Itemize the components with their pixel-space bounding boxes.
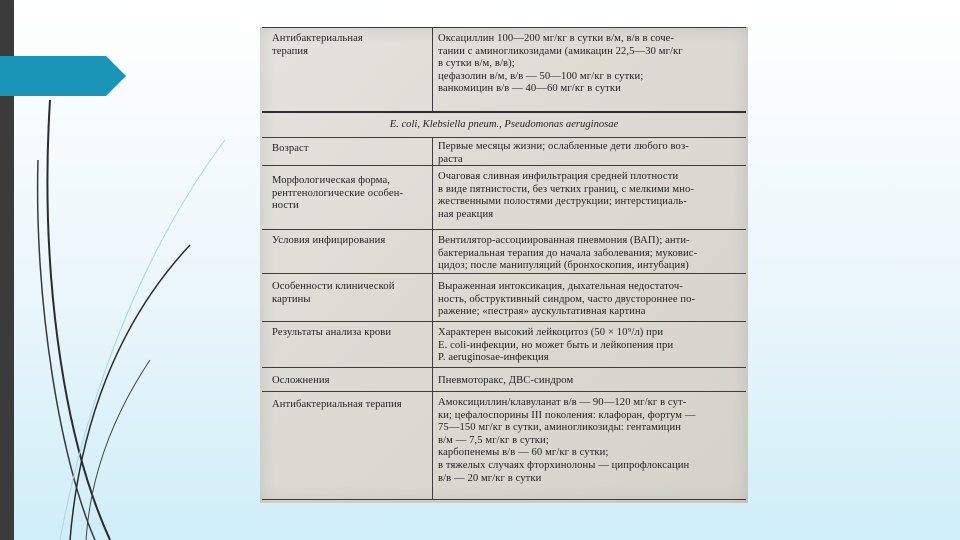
section-divider: [262, 111, 746, 113]
row-divider: [262, 273, 746, 274]
row-divider: [262, 137, 746, 138]
row-label-morphology: Морфологическая форма, рентгенологические особен- ности: [272, 175, 404, 212]
table-top-border: [262, 27, 746, 28]
row-label-age: Возраст: [272, 143, 309, 154]
row-text-clinical: Выраженная интоксикация, дыхательная недостаточ- ность, обструктивный синдром, часто двустороннее по- ражение; «пестрая» аускультативная картина: [438, 281, 696, 318]
row-label-clinical: Особенности клинической картины: [272, 281, 395, 305]
scanned-table-photo: [260, 27, 748, 503]
row-divider: [262, 229, 746, 230]
row-divider: [262, 367, 746, 368]
row-label-blood: Результаты анализа крови: [272, 327, 392, 338]
row-text-complications: Пневмоторакс, ДВС-синдром: [438, 375, 574, 386]
row-text-age: Первые месяцы жизни; ослабленные дети любого воз- раста: [438, 141, 689, 165]
row-text-morphology: Очаговая сливная инфильтрация средней плотности в виде пятнистости, без четких границ, с мелкими мно- жественными полостями деструкции; интерстициаль- ная реакция: [438, 171, 694, 220]
decorative-curves: [0, 0, 300, 540]
row-text-therapy: Амоксициллин/клавуланат в/в — 90—120 мг/кг в сут- ки; цефалоспорины III поколения: клафоран, фортум — 75—150 мг/кг в сутки, аминогликозиды: гентамицин в/м — 7,5 мг/кг в сутки; карбопенемы в/в — 60 мг/кг в сутки; в тяжелых случаях фторхинолоны — ципрофлоксацин в/в — 20 мг/кг в сутки: [438, 397, 696, 484]
row-text-infection-conditions: Вентилятор-ассоциированная пневмония (ВАП); анти- бактериальная терапия до начала заболевания; муковис- цидоз; после манипуляций (бронхоскопия, интубация): [438, 235, 698, 272]
table-bottom-border: [262, 499, 746, 500]
column-divider: [432, 137, 433, 499]
row-divider: [262, 391, 746, 392]
row-label-therapy: Антибактериальная терапия: [272, 399, 402, 410]
section-header: E. coli, Klebsiella pneum., Pseudomonas aeruginosae: [389, 119, 619, 130]
row-label-complications: Осложнения: [272, 375, 330, 386]
row-label-infection-conditions: Условия инфицирования: [272, 235, 386, 246]
top-row-label: Антибактериальная терапия: [272, 33, 363, 57]
row-text-blood: Характерен высокий лейкоцитоз (50 × 10⁹/л) при E. coli-инфекции, но может быть и лейкопения при P. aeruginosae-инфекция: [438, 327, 674, 364]
row-divider: [262, 321, 746, 322]
top-row-text: Оксациллин 100—200 мг/кг в сутки в/м, в/в в соче- тании с аминогликозидами (амикацин 22,5—30 мг/кг в сутки в/м, в/в); цефазолин в/м, в/в — 50—100 мг/кг в сутки; ванкомицин в/в — 40—60 мг/кг в сутки: [438, 33, 683, 95]
column-divider: [432, 27, 433, 111]
